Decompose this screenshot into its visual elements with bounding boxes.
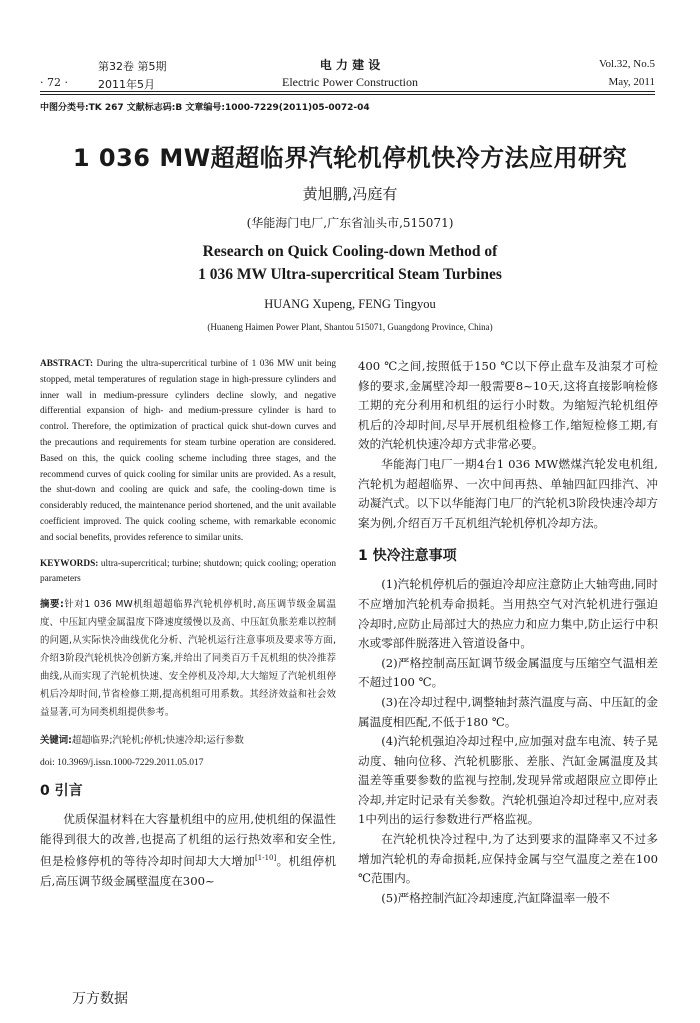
authors-en: HUANG Xupeng, FENG Tingyou (264, 297, 436, 311)
title-en-line1: Research on Quick Cooling-down Method of (202, 243, 498, 260)
volume-issue-en: Vol.32, No.5 (598, 58, 655, 70)
right-paragraph-7: 在汽轮机快冷过程中,为了达到要求的温降率又不过多增加汽轮机的寿命损耗,应保持金属与空气温度之差在100 ℃范围内。 (358, 832, 658, 886)
abstract-en (40, 357, 336, 547)
header-rule (40, 91, 655, 92)
affiliation-en: (Huaneng Haimen Power Plant, Shantou 515071, Guangdong Province, China) (207, 322, 493, 332)
journal-name-cn: 电 力 建 设 (319, 58, 381, 72)
section-0-paragraph (40, 810, 336, 891)
keywords-cn-label: 关键词: (40, 735, 72, 747)
volume-issue-cn: 第32卷 第5期 (98, 60, 167, 73)
right-paragraph-3: (1)汽轮机停机后的强迫冷却应注意防止大轴弯曲,同时不应增加汽轮机寿命损耗。当用热空气对汽轮机进行强迫冷却时,应防止局部过大的热应力和应力集中,防止运行中积水或零部件脱落进入管道设备中。 (358, 577, 658, 651)
abstract-cn-label: 摘要: (40, 599, 64, 611)
date-en: May, 2011 (608, 76, 655, 88)
abstract-cn-text: 针对1 036 MW机组超超临界汽轮机停机时,高压调节级金属温度、中压缸内壁金属温度下降速度缓慢以及高、中压缸负胀差难以控制的问题,从实际快冷曲线优化分析、汽轮机运行注意事项及要求等方面,介绍3阶段汽轮机快冷创新方案,并给出了同类百万千瓦机组的快冷推荐曲线,从而实现了汽轮机快速、安全停机及冷却,大大缩短了汽轮机组停机后冷却时间,节省检修工期,提高机组可用系数。其经济效益和社会效益显著,可为同类机组提供参考。 (40, 599, 337, 719)
title-en-line2: 1 036 MW Ultra-supercritical Steam Turbines (198, 266, 502, 283)
header-rule-thin (40, 94, 655, 95)
right-paragraph-6: (4)汽轮机强迫冷却过程中,应加强对盘车电流、转子晃动度、轴向位移、汽轮机膨胀、差胀、汽缸金属温度及其温差等重要参数的监视与控制,发现异常或超限应立即停止冷却,并定时记录有关参数。汽轮机强迫冷却过程中,应对表1中列出的运行参数进行严格监视。 (358, 734, 658, 827)
left-column (40, 357, 336, 891)
right-paragraph-8: (5)严格控制汽缸冷却速度,汽缸降温率一般不 (381, 890, 610, 905)
page-number: · 72 · (40, 76, 68, 89)
citation-ref: [1-10] (255, 854, 277, 863)
abstract-en-label: ABSTRACT: (40, 359, 94, 369)
keywords-cn-text: 超超临界;汽轮机;停机;快速冷却;运行参数 (71, 735, 244, 747)
right-paragraph-2: 华能海门电厂一期4台1 036 MW燃煤汽轮发电机组,汽轮机为超超临界、一次中间再热、单轴四缸四排汽、冲动凝汽式。以下以华能海门电厂的汽轮机3阶段快速冷却方案为例,介绍百万千瓦机组汽轮机停机冷却方法。 (358, 456, 658, 530)
journal-name-en: Electric Power Construction (282, 75, 418, 89)
keywords-en (40, 557, 336, 589)
section-1-title: 1 快冷注意事项 (358, 548, 457, 565)
authors-cn: 黄旭鹏,冯庭有 (302, 185, 398, 203)
keywords-en-label: KEYWORDS: (40, 558, 99, 569)
section-0-text-tail: 。机组停机后,高压调节级金属壁温度在300~ (40, 854, 336, 888)
date-cn: 2011年5月 (98, 78, 155, 91)
abstract-cn (40, 596, 336, 722)
right-paragraph-4: (2)严格控制高压缸调节级金属温度与压缩空气温相差不超过100 ℃。 (358, 655, 658, 690)
right-paragraph-5: (3)在冷却过程中,调整轴封蒸汽温度与高、中压缸的金属温度相匹配,不低于180 ℃。 (358, 694, 658, 729)
right-column (358, 357, 658, 908)
abstract-en-text: During the ultra-supercritical turbine of 1 036 MW unit being stopped, metal temperatures of regulation stage in high-pressure cylinders and inner wall in medium-pressure cylinders decline slowly, and negative differential expansion of high- and medium-pressure cylinder is hard to control. Therefore, the optimization of practical quick shut-down curves and the precautions and requirements for steam turbine operation are considered. Based on this, the quick cooling scheme including three stages, and the recommend curves of quick cooling for similar units are provided. As a result, the shut-down and cooling are quick and safe, the cooling-down time is considerably reduced, the maintenance period shortened, and the unit available coefficient improved. The quick cooling scheme, with remarkable economic and social benefits, provides reference to similar units. (40, 359, 336, 543)
affiliation-cn: (华能海门电厂,广东省汕头市,515071) (246, 216, 454, 230)
title-cn: 1 036 MW超超临界汽轮机停机快冷方法应用研究 (72, 144, 628, 172)
keywords-en-text: ultra-supercritical; turbine; shutdown; quick cooling; operation parameters (40, 558, 336, 585)
section-0-title: 0 引言 (40, 783, 83, 800)
section-0-text: 优质保温材料在大容量机组中的应用,使机组的保温性能得到很大的改善,也提高了机组的运行热效率和安全性,但是检修停机的等待冷却时间却大大增加 (40, 812, 336, 869)
right-paragraph-1: 400 ℃之间,按照低于150 ℃以下停止盘车及油泵才可检修的要求,金属壁冷却一般需要8~10天,这将直接影响检修工期的充分利用和机组的运行小时数。为缩短汽轮机组停机后的冷却时间,尽早开展机组检修工作,缩短检修工期,有效的汽轮机快速冷却方式非常必要。 (358, 359, 658, 452)
keywords-cn (40, 732, 336, 750)
footer-watermark: 万方数据 (72, 991, 128, 1007)
doi: doi: 10.3969/j.issn.1000-7229.2011.05.017 (40, 758, 204, 769)
classification-line: 中图分类号:TK 267 文献标志码:B 文章编号:1000-7229(2011)05-0072-04 (40, 103, 370, 113)
